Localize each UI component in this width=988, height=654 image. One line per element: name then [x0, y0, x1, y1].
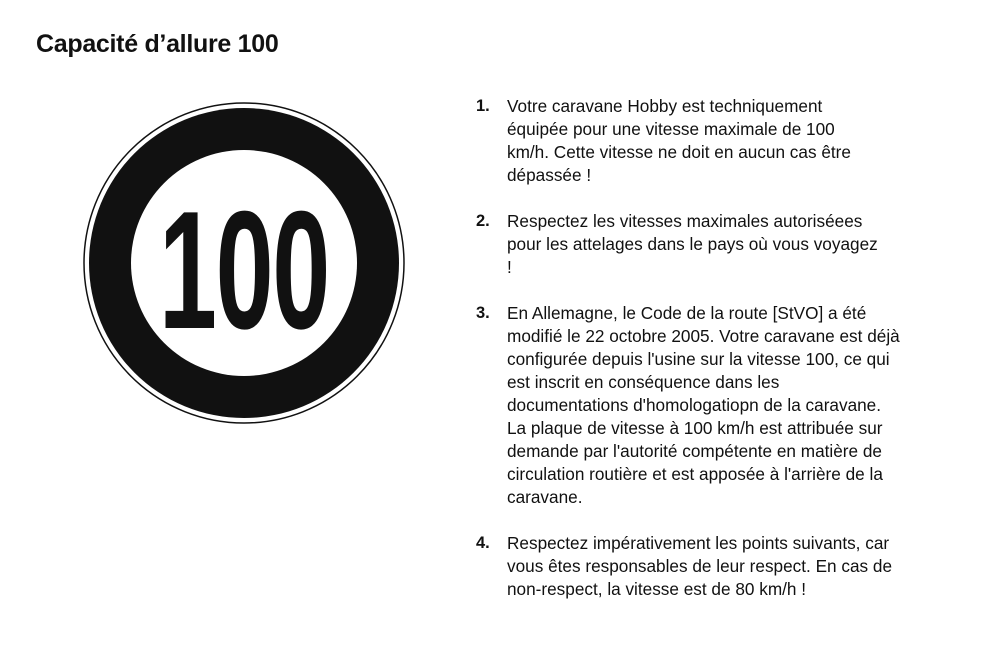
page-title: Capacité d’allure 100	[36, 30, 279, 58]
sign-number: 100	[158, 175, 330, 365]
instruction-text: Votre caravane Hobby est techniquement équipée pour une vitesse maximale de 100 km/h. Cette vitesse ne doit en aucun cas être dépassée !	[507, 96, 851, 185]
instruction-number: 1.	[476, 97, 490, 115]
instruction-text: Respectez les vitesses maximales autoriséees pour les attelages dans le pays où vous voyagez !	[507, 211, 878, 277]
instruction-number: 2.	[476, 212, 490, 230]
instruction-text: Respectez impérativement les points suivants, car vous êtes responsables de leur respect. En cas de non-respect, la vitesse est de 80 km/h !	[507, 533, 893, 599]
speed-limit-100-sign-icon	[83, 102, 405, 424]
instruction-text: En Allemagne, le Code de la route [StVO] a été modifié le 22 octobre 2005. Votre caravane est déjà configurée depuis l'usine sur la vitesse 100, ce qui est inscrit en conséquence dans les documentations d'homologatiopn de la caravane. La plaque de vitesse à 100 km/h est attribuée sur demande par l'autorité compétente en matière de circulation routière et est apposée à l'arrière de la caravane.	[507, 303, 900, 507]
instruction-number: 4.	[476, 534, 490, 552]
instruction-item-1	[476, 95, 956, 187]
instruction-item-4	[476, 532, 956, 601]
instruction-list	[476, 95, 956, 624]
instruction-item-2	[476, 210, 956, 279]
instruction-item-3	[476, 302, 956, 509]
instruction-number: 3.	[476, 304, 490, 322]
